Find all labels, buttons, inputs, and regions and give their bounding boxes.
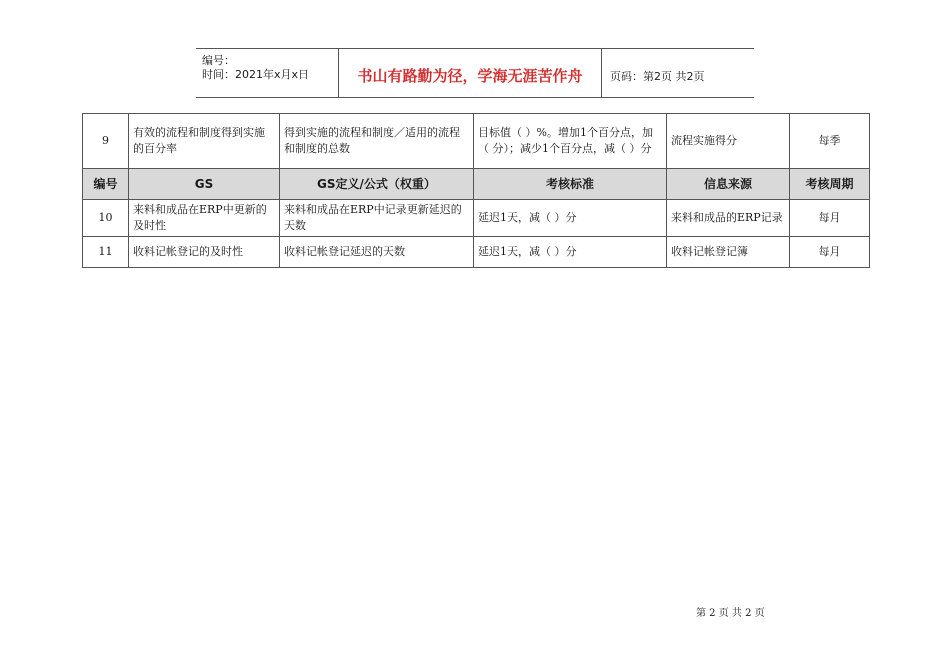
document-header <box>196 48 754 98</box>
row-standard: 延迟1天，减（ ）分 <box>474 237 667 268</box>
row-gs: 收料记帐登记的及时性 <box>129 237 280 268</box>
row-number: 9 <box>83 114 129 169</box>
row-source: 流程实施得分 <box>667 114 790 169</box>
row-definition: 来料和成品在ERP中记录更新延迟的天数 <box>280 200 474 237</box>
col-header-number: 编号 <box>83 169 129 200</box>
col-header-period: 考核周期 <box>790 169 870 200</box>
row-number: 11 <box>83 237 129 268</box>
row-source: 来料和成品的ERP记录 <box>667 200 790 237</box>
row-gs: 来料和成品在ERP中更新的及时性 <box>129 200 280 237</box>
header-meta-cell <box>196 49 339 97</box>
header-motto: 书山有路勤为径，学海无涯苦作舟 <box>339 49 602 97</box>
col-header-definition: GS定义/公式（权重） <box>280 169 474 200</box>
page-footer: 第 2 页 共 2 页 <box>696 608 765 619</box>
number-label: 编号： <box>202 54 235 67</box>
header-page-label: 页码：第2页 共2页 <box>610 70 705 83</box>
kpi-table <box>82 113 870 268</box>
row-number: 10 <box>83 200 129 237</box>
row-period: 每月 <box>790 237 870 268</box>
row-gs: 有效的流程和制度得到实施的百分率 <box>129 114 280 169</box>
col-header-source: 信息来源 <box>667 169 790 200</box>
row-standard: 目标值（ ）%。增加1个百分点，加（ 分）；减少1个百分点，减（ ）分 <box>474 114 667 169</box>
row-definition: 得到实施的流程和制度／适用的流程和制度的总数 <box>280 114 474 169</box>
row-period: 每月 <box>790 200 870 237</box>
row-standard: 延迟1天，减（ ）分 <box>474 200 667 237</box>
row-period: 每季 <box>790 114 870 169</box>
row-definition: 收料记帐登记延迟的天数 <box>280 237 474 268</box>
table-row <box>83 200 870 237</box>
time-label: 时间：2021年x月x日 <box>202 68 310 81</box>
row-source: 收料记帐登记簿 <box>667 237 790 268</box>
table-header-row <box>83 169 870 200</box>
col-header-standard: 考核标准 <box>474 169 667 200</box>
table-row <box>83 114 870 169</box>
col-header-gs: GS <box>129 169 280 200</box>
table-row <box>83 237 870 268</box>
